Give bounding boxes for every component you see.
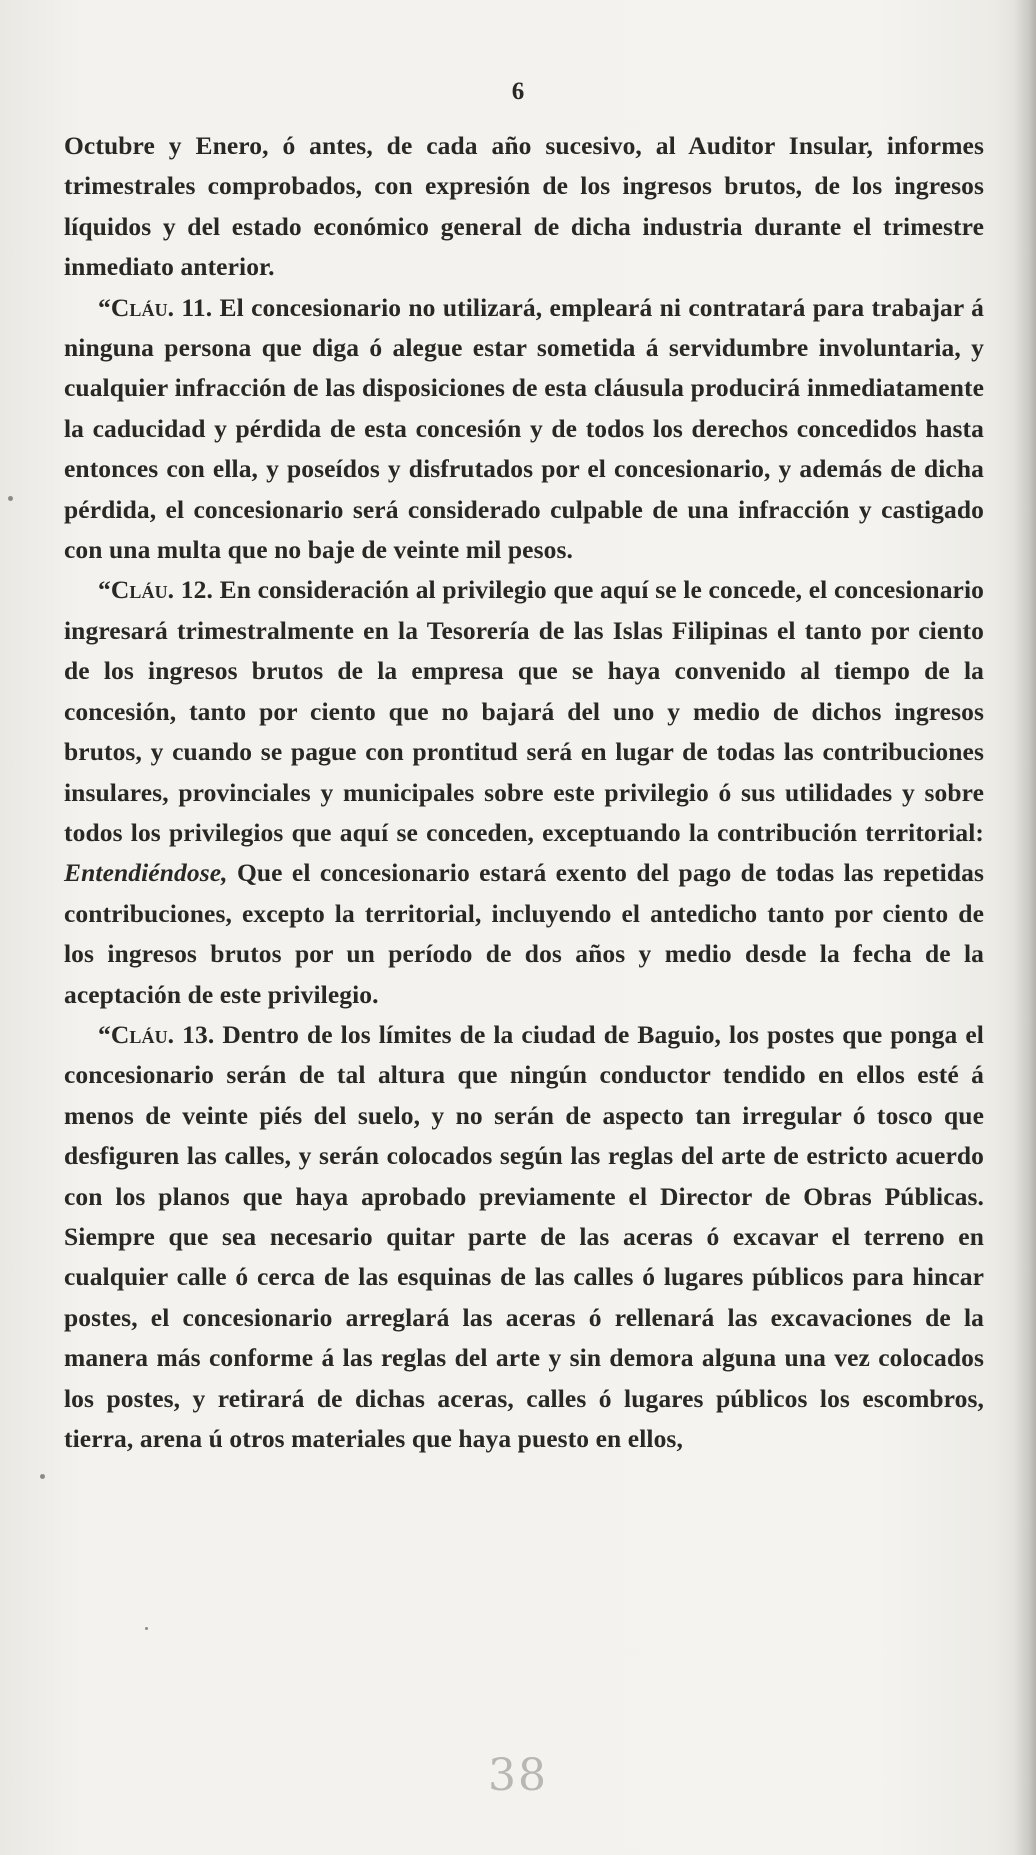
clause-label: “Cláu. 12. (98, 575, 213, 605)
page-body (64, 126, 984, 1459)
clause-text: En consideración al privilegio que aquí se le concede, el concesionario ingresará trimestralmente en la Tesorería de las Islas Filipinas el tanto por ciento de los ingresos brutos de la empresa que se haya convenido al tiempo de la concesión, tanto por ciento que no bajará del uno y medio de dichos ingresos brutos, y cuando se pague con prontitud será en lugar de todas las contribuciones insulares, provinciales y municipales sobre este privilegio ó sus utilidades y sobre todos los privilegios que aquí se conceden, exceptuando la contribución territorial: (64, 575, 984, 847)
clause-label: “Cláu. 13. (98, 1019, 215, 1049)
clause-11 (64, 288, 984, 571)
clause-12 (64, 570, 984, 1014)
page-number: 6 (511, 78, 525, 105)
clause-text: El concesionario no utilizará, empleará ni contratará para trabajar á ninguna persona que diga ó alegue estar sometida á servidumbre involuntaria, y cualquier infracción de las disposiciones de esta cláusula producirá inmediatamente la caducidad y pérdida de esta concesión y de todos los derechos concedidos hasta entonces con ella, y poseídos y disfrutados por el concesionario, y además de dicha pérdida, el concesionario será considerado culpable de una infracción y castigado con una multa que no baje de veinte mil pesos. (64, 292, 984, 565)
page-stamp: 38 (488, 1750, 548, 1801)
clause-text-continued: Que el concesionario estará exento del pago de todas las repetidas contribuciones, excepto la territorial, incluyendo el antedicho tanto por ciento de los ingresos brutos por un período de dos años y medio desde la fecha de la aceptación de este privilegio. (64, 858, 984, 1009)
clause-label: “Cláu. 11. (98, 292, 213, 322)
scan-speck (40, 1474, 45, 1479)
paragraph-continuation (64, 126, 984, 288)
scan-speck (145, 1627, 148, 1630)
clause-text: Dentro de los límites de la ciudad de Baguio, los postes que ponga el concesionario serán de tal altura que ningún conductor tendido en ellos esté á menos de veinte piés del suelo, y no serán de aspecto tan irregular ó tosco que desfiguren las calles, y serán colocados según las reglas del arte de estricto acuerdo con los planos que haya aprobado previamente el Director de Obras Públicas. Siempre que sea necesario quitar parte de las aceras ó excavar el terreno en cualquier calle ó cerca de las esquinas de las calles ó lugares públicos para hincar postes, el concesionario arreglará las aceras ó rellenará las excavaciones de la manera más conforme á las reglas del arte y sin demora alguna una vez colocados los postes, y retirará de dichas aceras, calles ó lugares públicos los escombros, tierra, arena ú otros materiales que haya puesto en ellos, (64, 1019, 984, 1453)
page-edge-shadow (1014, 0, 1036, 1855)
paragraph-text: Octubre y Enero, ó antes, de cada año sucesivo, al Auditor Insular, informes trimestrales comprobados, con expresión de los ingresos brutos, de los ingresos líquidos y del estado económico general de dicha industria durante el trimestre inmediato anterior. (64, 131, 984, 282)
clause-13 (64, 1015, 984, 1459)
scan-speck (8, 496, 13, 501)
clause-emphasis: Entendiéndose, (64, 858, 228, 888)
